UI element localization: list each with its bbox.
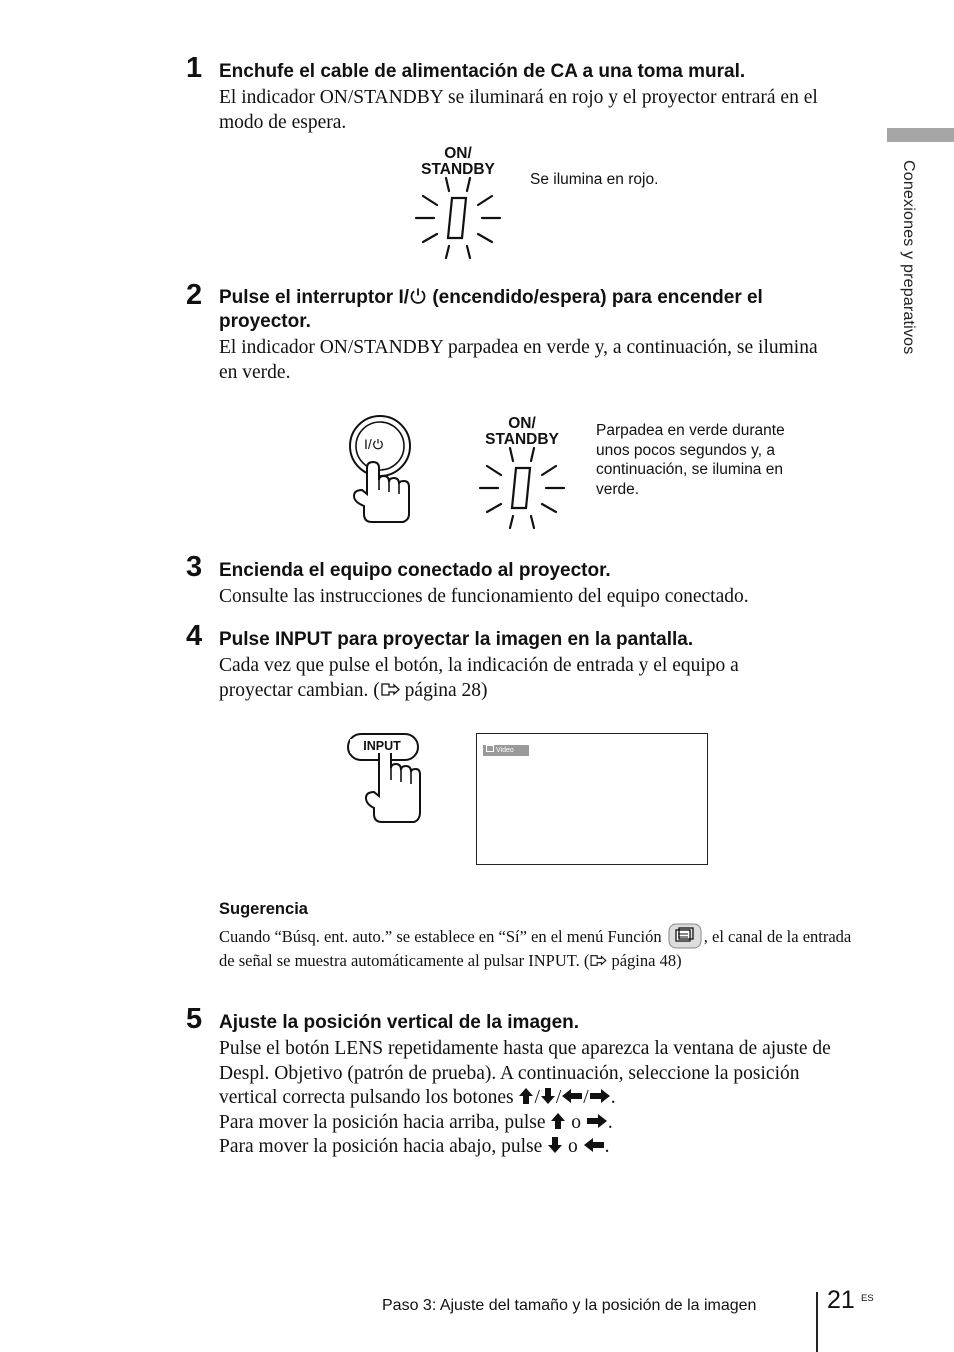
tip-text-pre: Cuando “Búsq. ent. auto.” se establece en “Sí” en el menú Función [219,927,662,946]
input-indicator-text: Video [496,747,514,754]
arrow-left-icon [583,1137,605,1153]
led-indicator-green-icon [474,442,570,534]
page-reference-icon [589,954,607,967]
tip-text-post: , el canal de la entrada de señal se muestra automáticamente al pulsar INPUT. ( [219,927,852,970]
power-button-label: I/ [364,436,384,452]
step-3-body: Consulte las instrucciones de funcionamiento del equipo conectado. [219,586,749,607]
function-menu-icon [668,923,702,949]
step-5-body-text: Pulse el botón LENS repetidamente hasta que aparezca la ventana de ajuste de Despl. Objetivo (patrón de prueba). A continuación, seleccione la posición vertical correcta pulsando los botones [219,1038,831,1108]
step-2-heading-pre: Pulse el interruptor I/ [219,287,410,308]
tip-text-ref: página 48) [607,951,682,970]
arrow-down-icon [540,1087,556,1105]
step-4-body-ref: página 28) [399,679,488,701]
input-button-label: INPUT [350,739,414,753]
step-5-heading: Ajuste la posición vertical de la imagen. [219,1012,580,1033]
step-5-up-line: Para mover la posición hacia arriba, pulse [219,1111,546,1133]
side-tab-bar [887,128,954,142]
footer-section-title: Paso 3: Ajuste del tamaño y la posición de la imagen [382,1297,757,1314]
led-label-line2: STANDBY [421,161,495,178]
caption-red: Se ilumina en rojo. [530,171,659,188]
step-2-body: El indicador ON/STANDBY parpadea en verde y, a continuación, se ilumina en verde. [219,337,818,383]
input-indicator-icon [486,745,494,752]
or-word: o [571,1111,582,1133]
power-button-press-icon [342,410,422,526]
power-symbol-icon [409,287,427,305]
arrow-down-icon [547,1136,563,1154]
led-label-line2: STANDBY [485,431,559,448]
step-1-heading: Enchufe el cable de alimentación de CA a una toma mural. [219,61,746,82]
input-indicator-badge [483,745,529,756]
page-number: 21 [827,1286,855,1314]
page-reference-icon [380,682,400,697]
language-code: ES [861,1293,874,1304]
step-5-number: 5 [186,1003,203,1035]
led-label-line1: ON/ [508,415,536,432]
projection-screen [476,733,708,865]
power-mini-icon [372,438,384,450]
step-4-body [219,654,809,703]
step-2-heading [219,286,849,334]
step-4-heading: Pulse INPUT para proyectar la imagen en la pantalla. [219,629,694,650]
step-1-body: El indicador ON/STANDBY se iluminará en rojo y el proyector entrará en el modo de espera. [219,87,818,133]
caption-green: Parpadea en verde durante unos pocos segundos y, a continuación, se ilumina en verde. [596,422,785,498]
led-indicator-red-icon [410,172,506,264]
step-5-down-line: Para mover la posición hacia abajo, pulse [219,1136,543,1157]
step-1-number: 1 [186,52,203,84]
step-4-number: 4 [186,620,203,652]
led-label-line1: ON/ [444,145,472,162]
step-2-heading-post: (encendido/espera) para encender el proyector. [219,287,763,332]
side-tab-label: Conexiones y preparativos [900,160,917,355]
tip-text [219,923,859,972]
tip-title: Sugerencia [219,900,308,918]
step-3-number: 3 [186,551,203,583]
arrow-right-icon [589,1088,611,1104]
arrow-right-icon [586,1113,608,1129]
or-word: o [568,1136,578,1157]
arrow-up-icon [550,1112,566,1130]
footer-divider [816,1292,818,1352]
step-5-body: Pulse el botón LENS repetidamente hasta que aparezca la ventana de ajuste de Despl. Objetivo (patrón de prueba). A continuación, seleccione la posición vertical correcta pulsando los botones / / / . Para mover la posición hacia arriba, pulse o . Para mover la posición hacia abajo, pulse o . [219,1038,831,1157]
arrow-up-icon [518,1087,534,1105]
step-2-number: 2 [186,279,203,311]
step-4-body-text: Cada vez que pulse el botón, la indicación de entrada y el equipo a proyectar cambian. ( [219,655,739,701]
step-3-heading: Encienda el equipo conectado al proyector. [219,560,611,581]
arrow-left-icon [561,1088,583,1104]
